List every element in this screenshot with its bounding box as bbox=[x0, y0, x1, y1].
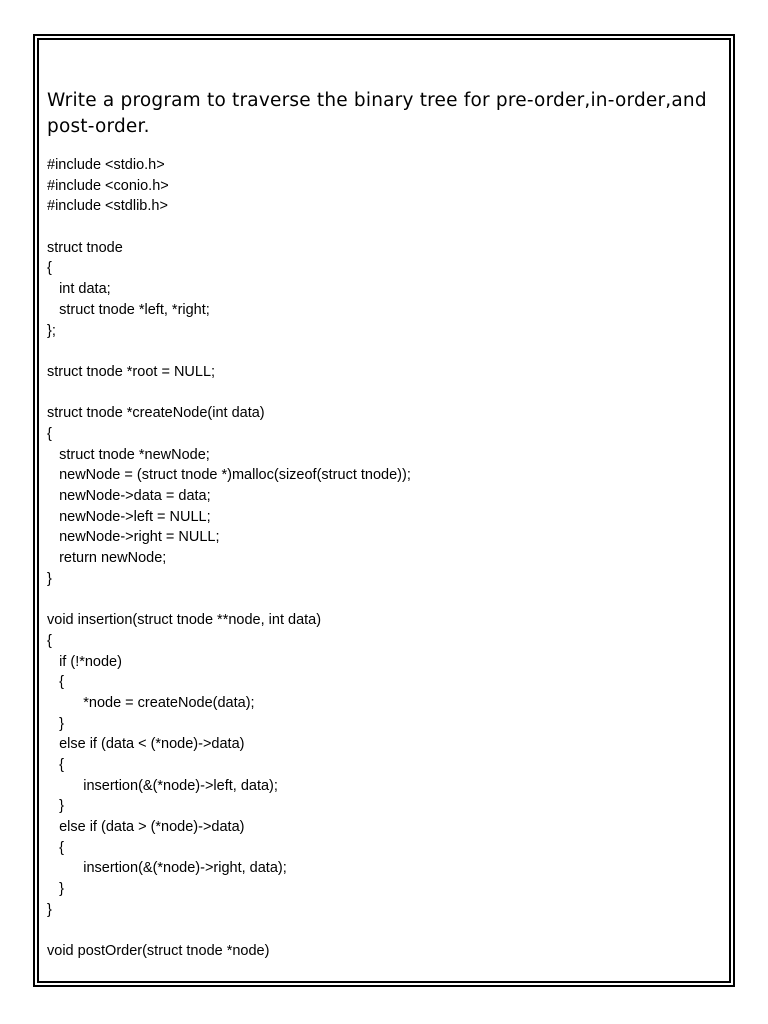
code-line: } bbox=[47, 881, 64, 898]
code-line: struct tnode *left, *right; bbox=[47, 301, 210, 318]
code-line: { bbox=[47, 260, 52, 277]
code-line: newNode->right = NULL; bbox=[47, 529, 220, 546]
code-line: void insertion(struct tnode **node, int data) bbox=[47, 612, 322, 629]
code-line: struct tnode *root = NULL; bbox=[47, 363, 216, 380]
code-line: #include <conio.h> bbox=[47, 177, 169, 194]
code-line: struct tnode *createNode(int data) bbox=[47, 405, 265, 422]
code-line: insertion(&(*node)->left, data); bbox=[47, 777, 278, 794]
code-line: struct tnode bbox=[47, 239, 123, 256]
code-line: } bbox=[47, 798, 64, 815]
code-line: void postOrder(struct tnode *node) bbox=[47, 943, 270, 960]
code-line: #include <stdlib.h> bbox=[47, 198, 168, 215]
code-line: { bbox=[47, 674, 64, 691]
code-line: struct tnode *newNode; bbox=[47, 446, 210, 463]
code-line: } bbox=[47, 901, 52, 918]
code-listing bbox=[47, 155, 411, 962]
code-line: } bbox=[47, 570, 52, 587]
code-line: int data; bbox=[47, 281, 111, 298]
code-line: #include <stdio.h> bbox=[47, 157, 165, 173]
code-line bbox=[47, 217, 411, 238]
code-line: else if (data > (*node)->data) bbox=[47, 819, 245, 835]
code-line: insertion(&(*node)->right, data); bbox=[47, 860, 287, 877]
code-line: else if (data < (*node)->data) bbox=[47, 736, 245, 753]
code-line: newNode = (struct tnode *)malloc(sizeof(struct tnode)); bbox=[47, 467, 411, 484]
code-line: }; bbox=[47, 322, 56, 339]
code-line: { bbox=[47, 425, 52, 442]
code-line: newNode->data = data; bbox=[47, 488, 211, 504]
code-line: *node = createNode(data); bbox=[47, 694, 255, 711]
code-line: if (!*node) bbox=[47, 653, 122, 670]
code-line: { bbox=[47, 632, 52, 649]
code-line: return newNode; bbox=[47, 550, 167, 567]
code-line bbox=[47, 589, 411, 610]
code-line: } bbox=[47, 715, 64, 732]
code-line bbox=[47, 341, 411, 362]
code-line: { bbox=[47, 756, 64, 773]
question-heading: Write a program to traverse the binary tree for pre-order,in-order,and post-order. bbox=[47, 90, 707, 137]
code-line: { bbox=[47, 839, 64, 856]
code-line bbox=[47, 383, 411, 404]
code-line: newNode->left = NULL; bbox=[47, 508, 211, 525]
code-line bbox=[47, 920, 411, 941]
